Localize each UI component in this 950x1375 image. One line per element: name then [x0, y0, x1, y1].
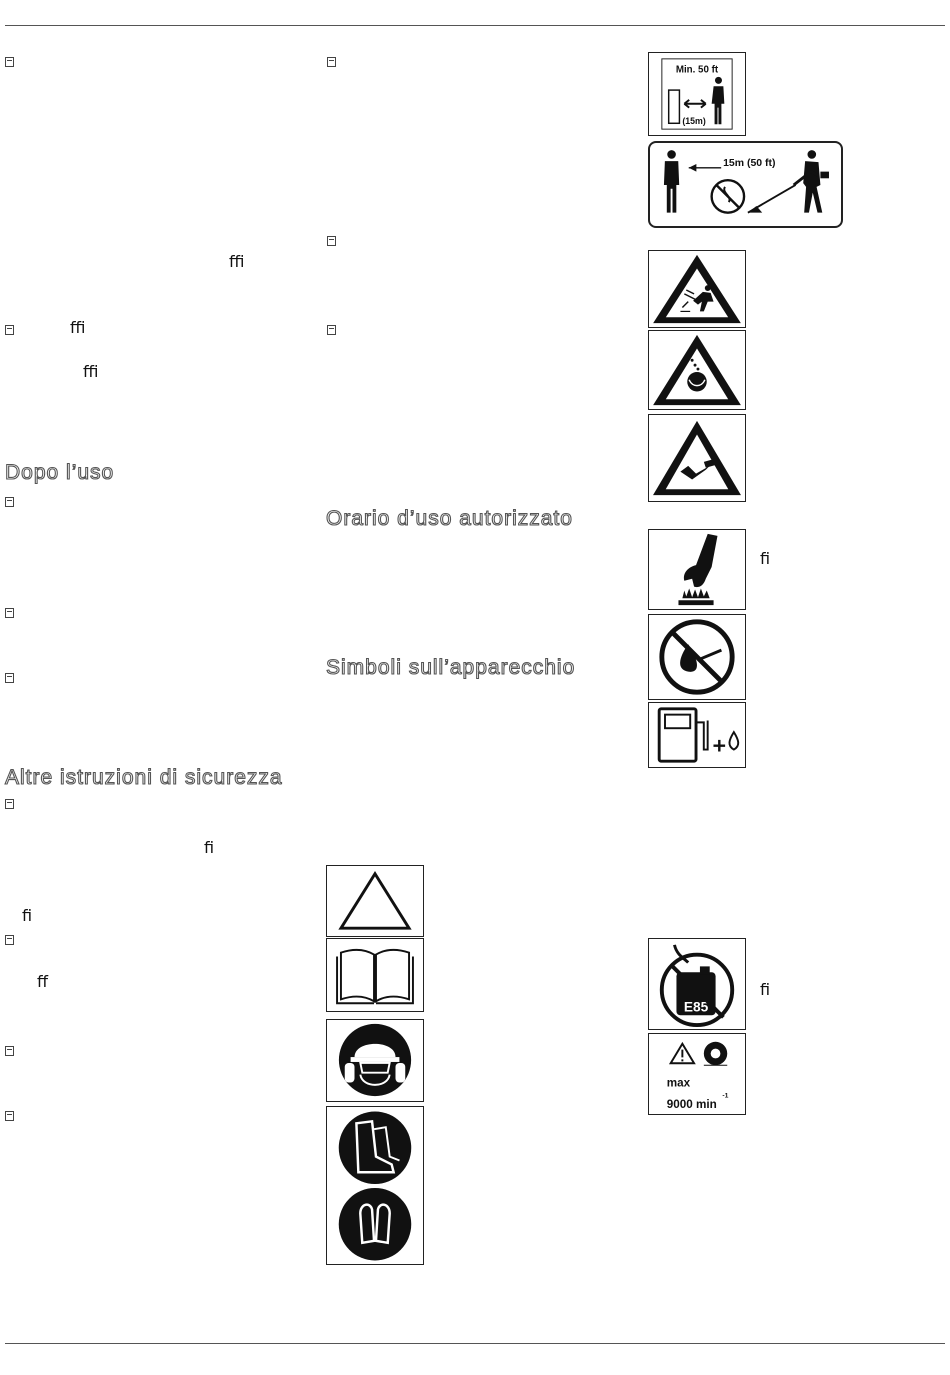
bullet — [5, 799, 14, 809]
head-protection-icon — [326, 1019, 424, 1102]
bystander-distance-text: 15m (50 ft) — [723, 157, 776, 169]
distance-sign-bottom: (15m) — [682, 116, 706, 127]
warning-triangle-icon — [326, 865, 424, 937]
bullet — [5, 1046, 14, 1056]
fuel-drip-warning-icon — [648, 330, 746, 410]
bullet — [327, 325, 336, 335]
distance-sign-top: Min. 50 ft — [675, 64, 719, 76]
max-speed-value: 9000 min — [666, 1098, 717, 1112]
bullet — [5, 497, 14, 507]
ligature-fragment: ﬃ — [70, 318, 86, 337]
thrown-objects-warning-icon — [648, 250, 746, 328]
top-rule — [5, 25, 945, 26]
ligature-fragment: ﬁ — [760, 549, 771, 568]
heading-machine-symbols: Simboli sull’apparecchio — [326, 656, 576, 679]
cut-hazard-warning-icon — [648, 414, 746, 502]
bullet — [5, 935, 14, 945]
bullet — [5, 325, 14, 335]
ligature-fragment: ﬀ — [37, 972, 49, 991]
bullet — [5, 57, 14, 67]
bottom-rule — [5, 1343, 945, 1344]
ligature-fragment: ﬁ — [204, 838, 215, 857]
bullet — [5, 673, 14, 683]
no-e85-label: E85 — [683, 999, 709, 1015]
heading-after-use: Dopo l’uso — [5, 461, 115, 484]
max-label: max — [666, 1076, 691, 1090]
max-speed-exponent: -1 — [722, 1092, 729, 1100]
ligature-fragment: ﬃ — [229, 252, 245, 271]
bullet — [327, 57, 336, 67]
bullet — [5, 608, 14, 618]
heading-authorized-hours: Orario d’uso autorizzato — [326, 507, 573, 530]
bystander-distance-icon — [648, 141, 843, 228]
read-manual-icon — [326, 938, 424, 1012]
boots-gloves-icon — [326, 1106, 424, 1265]
hot-surface-icon — [648, 529, 746, 610]
min-distance-icon — [648, 52, 746, 136]
heading-other-safety: Altre istruzioni di sicurezza — [5, 766, 283, 789]
bullet — [5, 1111, 14, 1121]
ligature-fragment: ﬃ — [83, 362, 99, 381]
no-smoking-fuel-icon — [648, 614, 746, 700]
ligature-fragment: ﬁ — [760, 980, 771, 999]
max-speed-icon — [648, 1033, 746, 1115]
no-e85-icon — [648, 938, 746, 1030]
bullet — [327, 236, 336, 246]
fuel-oil-mix-icon — [648, 702, 746, 768]
ligature-fragment: ﬁ — [22, 906, 33, 925]
